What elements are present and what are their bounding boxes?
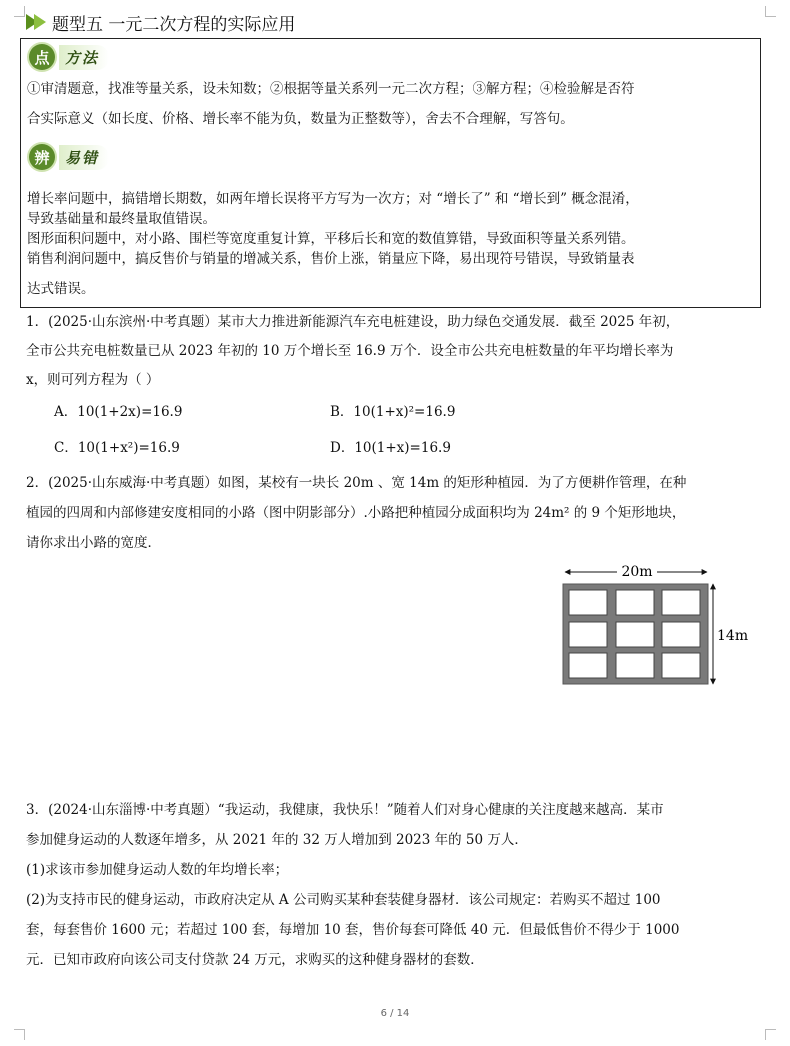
method-badge bbox=[29, 43, 109, 71]
option-label: A． bbox=[54, 404, 78, 420]
crop-mark-top-left bbox=[14, 6, 25, 17]
width-label: 20m bbox=[621, 564, 653, 580]
error-text-line-1: 增长率问题中，搞错增长期数，如两年增长误将平方写为一次方；对 “增长了” 和 “增长到” 概念混淆， bbox=[27, 191, 639, 207]
q3-line-5: 套，每套售价 1600 元；若超过 100 套，每增加 10 套，售价每套可降低 40 元．但最低售价不得少于 1000 bbox=[26, 922, 680, 938]
plot bbox=[616, 622, 654, 647]
section-title bbox=[26, 10, 295, 34]
method-text-line-1: ①审清题意，找准等量关系，设未知数；②根据等量关系列一元二次方程；③解方程；④检验解是否符 bbox=[27, 81, 635, 97]
q3-line-4: (2)为支持市民的健身运动，市政府决定从 A 公司购买某种套装健身器材．该公司规定：若购买不超过 100 bbox=[26, 892, 661, 908]
plot bbox=[662, 590, 700, 615]
error-badge-seal: 辨 bbox=[29, 144, 55, 170]
q1-line-1: 1．(2025·山东滨州·中考真题）某市大力推进新能源汽车充电桩建设，助力绿色交通发展．截至 2025 年初， bbox=[26, 314, 680, 330]
q1-option-c[interactable] bbox=[54, 438, 180, 458]
option-expression: 10(1+x)=16.9 bbox=[354, 440, 451, 456]
q3-line-6: 元．已知市政府向该公司支付贷款 24 万元，求购买的这种健身器材的套数． bbox=[26, 952, 484, 968]
play-arrow-icon bbox=[34, 14, 46, 30]
crop-mark-bottom-left bbox=[14, 1029, 25, 1040]
q2-line-3: 请你求出小路的宽度． bbox=[26, 535, 161, 551]
plot bbox=[616, 653, 654, 678]
error-text-line-3: 图形面积问题中，对小路、围栏等宽度重复计算，平移后长和宽的数值算错，导致面积等量关系列错。 bbox=[27, 231, 635, 247]
q1-line-2: 全市公共充电桩数量已从 2023 年初的 10 万个增长至 16.9 万个．设全市公共充电桩数量的年平均增长率为 bbox=[26, 343, 674, 359]
error-text-line-5: 达式错误。 bbox=[27, 281, 95, 297]
q3-line-3: (1)求该市参加健身运动人数的年均增长率； bbox=[26, 862, 289, 878]
plot bbox=[662, 622, 700, 647]
method-badge-label: 方法 bbox=[59, 45, 109, 70]
q1-option-a[interactable] bbox=[54, 402, 182, 422]
crop-mark-bottom-right bbox=[765, 1029, 776, 1040]
garden-figure bbox=[555, 560, 755, 690]
plot bbox=[616, 590, 654, 615]
option-expression: 10(1+2x)=16.9 bbox=[77, 404, 183, 420]
crop-mark-top-right bbox=[765, 6, 776, 17]
plot-grid bbox=[569, 590, 700, 678]
plot bbox=[662, 653, 700, 678]
page-number: 6 / 14 bbox=[380, 1008, 410, 1019]
q1-option-d[interactable] bbox=[330, 438, 451, 458]
q3-line-2: 参加健身运动的人数逐年增多，从 2021 年的 32 万人增加到 2023 年的 50 万人． bbox=[26, 832, 528, 848]
q1-option-b[interactable] bbox=[330, 402, 455, 422]
error-text-line-4: 销售利润问题中，搞反售价与销量的增减关系，售价上涨，销量应下降，易出现符号错误，导致销量表 bbox=[27, 251, 635, 267]
q3-line-1: 3．(2024·山东淄博·中考真题）“我运动，我健康，我快乐！”随着人们对身心健康的关注度越来越高．某市 bbox=[26, 802, 664, 818]
method-badge-seal: 点 bbox=[29, 44, 55, 70]
height-label: 14m bbox=[717, 628, 749, 644]
option-label: C． bbox=[54, 440, 78, 456]
error-text-line-2: 导致基础量和最终量取值错误。 bbox=[27, 211, 216, 227]
q2-line-2: 植园的四周和内部修建安度相同的小路（图中阴影部分）.小路把种植园分成面积均为 24m² 的 9 个矩形地块， bbox=[26, 505, 686, 521]
error-badge-label: 易错 bbox=[59, 145, 109, 170]
option-label: D． bbox=[330, 440, 355, 456]
option-expression: 10(1+x)²=16.9 bbox=[353, 404, 456, 420]
error-badge bbox=[29, 143, 109, 171]
method-text-line-2: 合实际意义（如长度、价格、增长率不能为负，数量为正整数等），舍去不合理解，写答句。 bbox=[27, 111, 574, 127]
option-label: B． bbox=[330, 404, 354, 420]
method-box bbox=[20, 38, 761, 308]
section-title-text: 题型五 一元二次方程的实际应用 bbox=[52, 14, 296, 35]
q2-line-1: 2．(2025·山东威海·中考真题）如图，某校有一块长 20m 、宽 14m 的矩形种植园．为了方便耕作管理，在种 bbox=[26, 475, 687, 491]
plot bbox=[569, 653, 607, 678]
q1-line-3: x，则可列方程为（ ） bbox=[26, 372, 160, 388]
plot bbox=[569, 622, 607, 647]
plot bbox=[569, 590, 607, 615]
option-expression: 10(1+x²)=16.9 bbox=[77, 440, 180, 456]
